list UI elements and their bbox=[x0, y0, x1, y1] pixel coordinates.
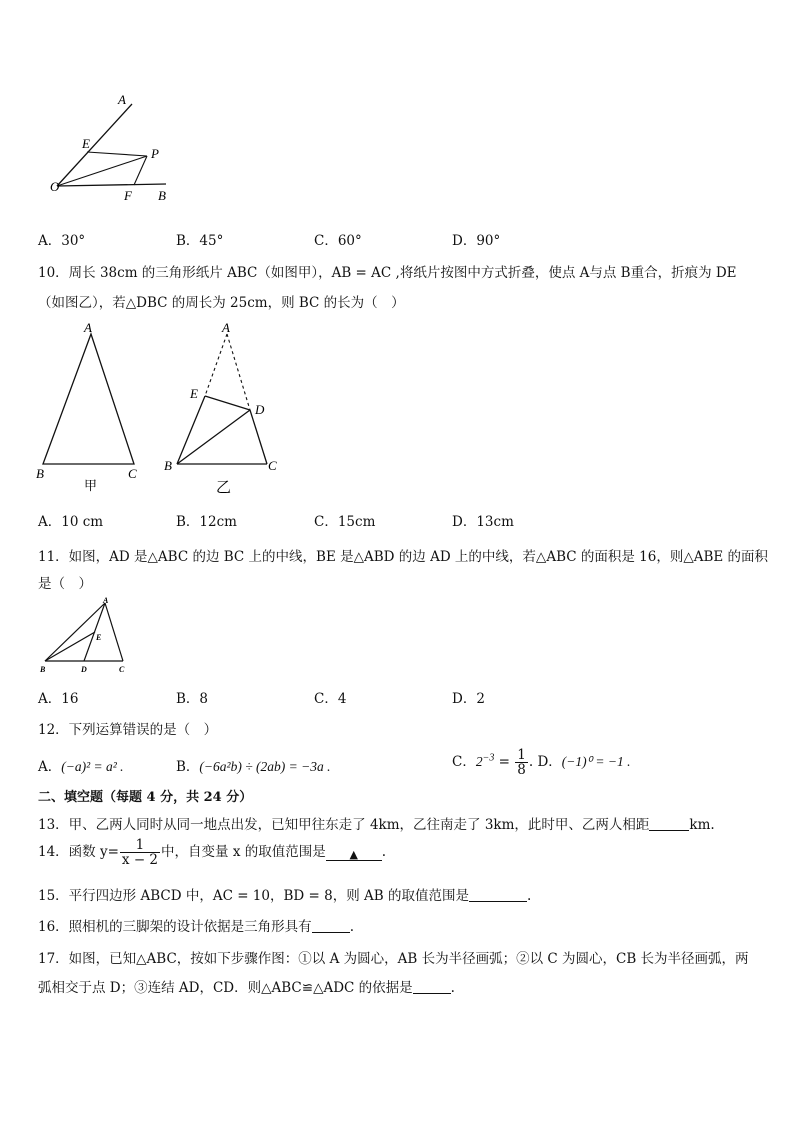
angle-figure-q9 bbox=[40, 90, 190, 210]
q16 bbox=[38, 915, 354, 935]
q14-num: 1 bbox=[120, 838, 160, 853]
q12-option-c-den: 8 bbox=[517, 762, 526, 779]
q11-option-c: C．4 bbox=[314, 691, 347, 707]
caption-jia: 甲 bbox=[84, 478, 98, 493]
q15 bbox=[38, 884, 531, 904]
label-A: A bbox=[118, 92, 126, 107]
q13-unit: km. bbox=[689, 817, 715, 833]
q10-stem-line1: 10．周长 38cm 的三角形纸片 ABC（如图甲），AB = AC ,将纸片按图中方式折叠，使点 A与点 B重合，折痕为 DE bbox=[38, 265, 737, 281]
q17-text: 弧相交于点 D；③连结 AD，CD．则△ABC≌△ADC 的依据是 bbox=[38, 980, 413, 996]
q12-option-b-expr: (−6a²b) ÷ (2ab) = −3a . bbox=[199, 759, 331, 774]
triangle-median-figure-q11 bbox=[36, 594, 136, 678]
triangle-figure-jia bbox=[30, 318, 155, 496]
q14-answer-blank[interactable] bbox=[326, 846, 382, 861]
q12-option-c-fraction bbox=[515, 748, 528, 777]
q12-option-d-label: D． bbox=[537, 754, 562, 771]
q12-option-c-base: 2 bbox=[475, 754, 483, 770]
q10-options bbox=[38, 510, 758, 530]
label-O: O bbox=[50, 179, 60, 194]
q15-text-post: . bbox=[526, 888, 532, 904]
q9-option-b: B．45° bbox=[176, 233, 224, 249]
q11-option-d: D．2 bbox=[452, 691, 485, 707]
q13-text: 13．甲、乙两人同时从同一地点出发，已知甲往东走了 4km，乙往南走了 3km，此时甲、乙两人相距 bbox=[38, 817, 650, 833]
q10-option-c: C．15cm bbox=[314, 514, 376, 530]
q14-den: x − 2 bbox=[121, 852, 159, 869]
label-C: C bbox=[119, 665, 125, 674]
q14 bbox=[38, 838, 386, 867]
label-B: B bbox=[164, 458, 172, 473]
q14-text-pre: 14．函数 y= bbox=[38, 844, 119, 861]
label-C: C bbox=[268, 458, 277, 473]
q13-answer-blank[interactable] bbox=[649, 816, 689, 831]
q14-triangle-mark: ▲ bbox=[349, 848, 358, 862]
q17-line1: 17．如图，已知△ABC，按如下步骤作图：①以 A 为圆心，AB 长为半径画弧；②以 C 为圆心，CB 长为半径画弧，两 bbox=[38, 951, 749, 967]
q12-option-a bbox=[38, 755, 124, 775]
q12-option-c-num: 1 bbox=[517, 747, 526, 763]
label-D: D bbox=[81, 665, 87, 674]
q12-option-c-label: C． bbox=[452, 754, 476, 771]
label-B: B bbox=[158, 188, 166, 203]
q13 bbox=[38, 813, 715, 833]
q15-answer-blank[interactable] bbox=[469, 887, 527, 902]
label-E: E bbox=[82, 136, 90, 151]
label-A: A bbox=[222, 320, 230, 335]
q12-option-a-label: A． bbox=[38, 759, 62, 775]
q11-options bbox=[38, 687, 758, 707]
q15-text: 15．平行四边形 ABCD 中，AC = 10，BD = 8，则 AB 的取值范围是 bbox=[38, 888, 469, 904]
q11-option-a: A．16 bbox=[38, 691, 79, 707]
q9-option-d: D．90° bbox=[452, 233, 501, 249]
q14-fraction bbox=[120, 838, 160, 867]
q11-stem-line1: 11．如图，AD 是△ABC 的边 BC 上的中线，BE 是△ABD 的边 AD 上的中线，若△ABC 的面积是 16，则△ABE 的面积 bbox=[38, 549, 769, 565]
section-heading-fill-blank: 二、填空题（每题 4 分，共 24 分） bbox=[38, 790, 253, 805]
q12-option-d-expr: (−1)⁰ = −1 . bbox=[561, 754, 631, 770]
q16-text: 16．照相机的三脚架的设计依据是三角形具有 bbox=[38, 919, 312, 935]
q10-option-b: B．12cm bbox=[176, 514, 237, 530]
q17-answer-blank[interactable] bbox=[413, 979, 451, 994]
q16-text-post: . bbox=[349, 919, 354, 935]
label-D: D bbox=[255, 402, 265, 417]
q9-option-c: C．60° bbox=[314, 233, 362, 249]
q14-text-post: . bbox=[381, 844, 387, 861]
q12-option-c-end: . bbox=[528, 754, 534, 771]
q11-stem-line2: 是（ ） bbox=[38, 576, 92, 592]
q10-stem-line2: （如图乙），若△DBC 的周长为 25cm，则 BC 的长为（ ） bbox=[38, 295, 405, 311]
label-F: F bbox=[124, 188, 132, 203]
label-E: E bbox=[190, 386, 198, 401]
label-P: P bbox=[151, 146, 159, 161]
q16-answer-blank[interactable] bbox=[312, 918, 350, 933]
q11-option-b: B．8 bbox=[176, 691, 209, 707]
q12-option-c-exp: −3 bbox=[482, 752, 495, 764]
caption-yi: 乙 bbox=[216, 480, 232, 496]
q12-option-b-label: B． bbox=[176, 759, 200, 775]
q17-text-post: . bbox=[450, 980, 455, 996]
q14-text-mid: 中，自变量 x 的取值范围是 bbox=[161, 844, 326, 861]
folded-triangle-figure-yi bbox=[160, 318, 290, 496]
q12-option-c-eq: = bbox=[494, 754, 515, 771]
label-A: A bbox=[103, 596, 109, 605]
q12-option-a-expr: (−a)² = a² . bbox=[61, 759, 124, 774]
q9-options bbox=[38, 229, 758, 249]
q12-stem: 12．下列运算错误的是（ ） bbox=[38, 722, 218, 738]
q10-option-a: A．10 cm bbox=[38, 514, 104, 530]
label-B: B bbox=[36, 466, 44, 481]
q9-option-a: A．30° bbox=[38, 233, 86, 249]
q12-option-c-d bbox=[452, 748, 631, 777]
q12-option-b bbox=[176, 755, 330, 775]
q10-option-d: D．13cm bbox=[452, 514, 514, 530]
label-B: B bbox=[40, 665, 46, 674]
label-C: C bbox=[128, 466, 137, 481]
q17-line2 bbox=[38, 976, 455, 996]
label-E: E bbox=[96, 633, 102, 642]
label-A: A bbox=[84, 320, 92, 335]
q12-options bbox=[38, 747, 758, 786]
